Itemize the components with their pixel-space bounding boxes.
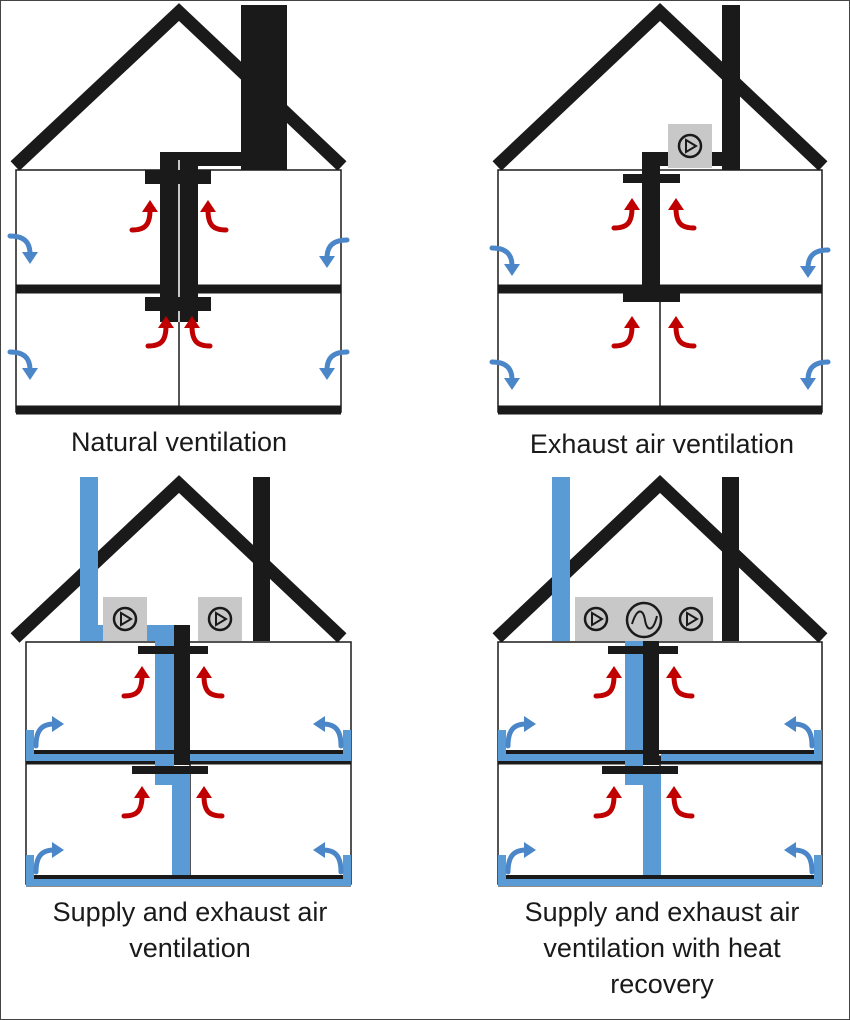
fresh-air-arrow-icon (800, 250, 828, 278)
heat-recovery-unit (575, 597, 713, 641)
caption-line: ventilation with heat (543, 933, 781, 963)
fresh-air-arrow-icon (36, 716, 64, 746)
supply-fan-unit (103, 597, 147, 641)
exhaust-air-arrow-icon (200, 200, 226, 230)
fresh-air-arrow-icon (508, 842, 536, 872)
exhaust-air-arrow-icon (124, 666, 150, 696)
panel-exhaust-air-ventilation (492, 5, 828, 412)
caption-natural-ventilation: Natural ventilation (70, 427, 288, 457)
panel-supply-and-exhaust-ventilation (15, 477, 351, 886)
caption-supply-and-exhaust-ventilation (0, 894, 380, 966)
fresh-air-arrow-icon (313, 842, 341, 872)
exhaust-air-arrow-icon (196, 666, 222, 696)
caption-line: ventilation (129, 933, 251, 963)
exhaust-air-arrow-icon (596, 786, 622, 816)
panel-heat-recovery-ventilation (497, 477, 823, 886)
exhaust-air-arrow-icon (666, 666, 692, 696)
exhaust-air-arrow-icon (196, 786, 222, 816)
fresh-air-arrow-icon (10, 236, 38, 264)
fresh-air-arrow-icon (492, 248, 520, 276)
caption-heat-recovery-ventilation (478, 894, 846, 1002)
fresh-air-arrow-icon (784, 842, 812, 872)
exhaust-air-arrow-icon (596, 666, 622, 696)
exhaust-air-arrow-icon (132, 200, 158, 230)
exhaust-duct (623, 152, 680, 302)
fresh-air-arrow-icon (800, 362, 828, 390)
supply-duct (498, 477, 822, 886)
exhaust-shaft (145, 152, 211, 322)
exhaust-air-arrow-icon (668, 198, 694, 228)
exhaust-air-arrow-icon (668, 316, 694, 346)
exhaust-fan-unit (198, 597, 242, 641)
caption-line: recovery (610, 969, 714, 999)
exhaust-air-arrow-icon (124, 786, 150, 816)
chimney (160, 5, 287, 170)
caption-exhaust-air-ventilation: Exhaust air ventilation (529, 429, 795, 459)
panel-natural-ventilation (10, 5, 347, 412)
fresh-air-arrow-icon (492, 362, 520, 390)
fresh-air-arrow-icon (313, 716, 341, 746)
fresh-air-arrow-icon (36, 842, 64, 872)
caption-line: Supply and exhaust air (52, 897, 328, 927)
exhaust-air-arrow-icon (614, 198, 640, 228)
fresh-air-arrow-icon (508, 716, 536, 746)
fresh-air-arrow-icon (10, 352, 38, 380)
exhaust-fan-unit (668, 124, 712, 168)
exhaust-air-arrow-icon (666, 786, 692, 816)
fresh-air-arrow-icon (319, 352, 347, 380)
fresh-air-arrow-icon (784, 716, 812, 746)
caption-line: Supply and exhaust air (524, 897, 800, 927)
exhaust-air-arrow-icon (614, 316, 640, 346)
fresh-air-arrow-icon (319, 240, 347, 268)
